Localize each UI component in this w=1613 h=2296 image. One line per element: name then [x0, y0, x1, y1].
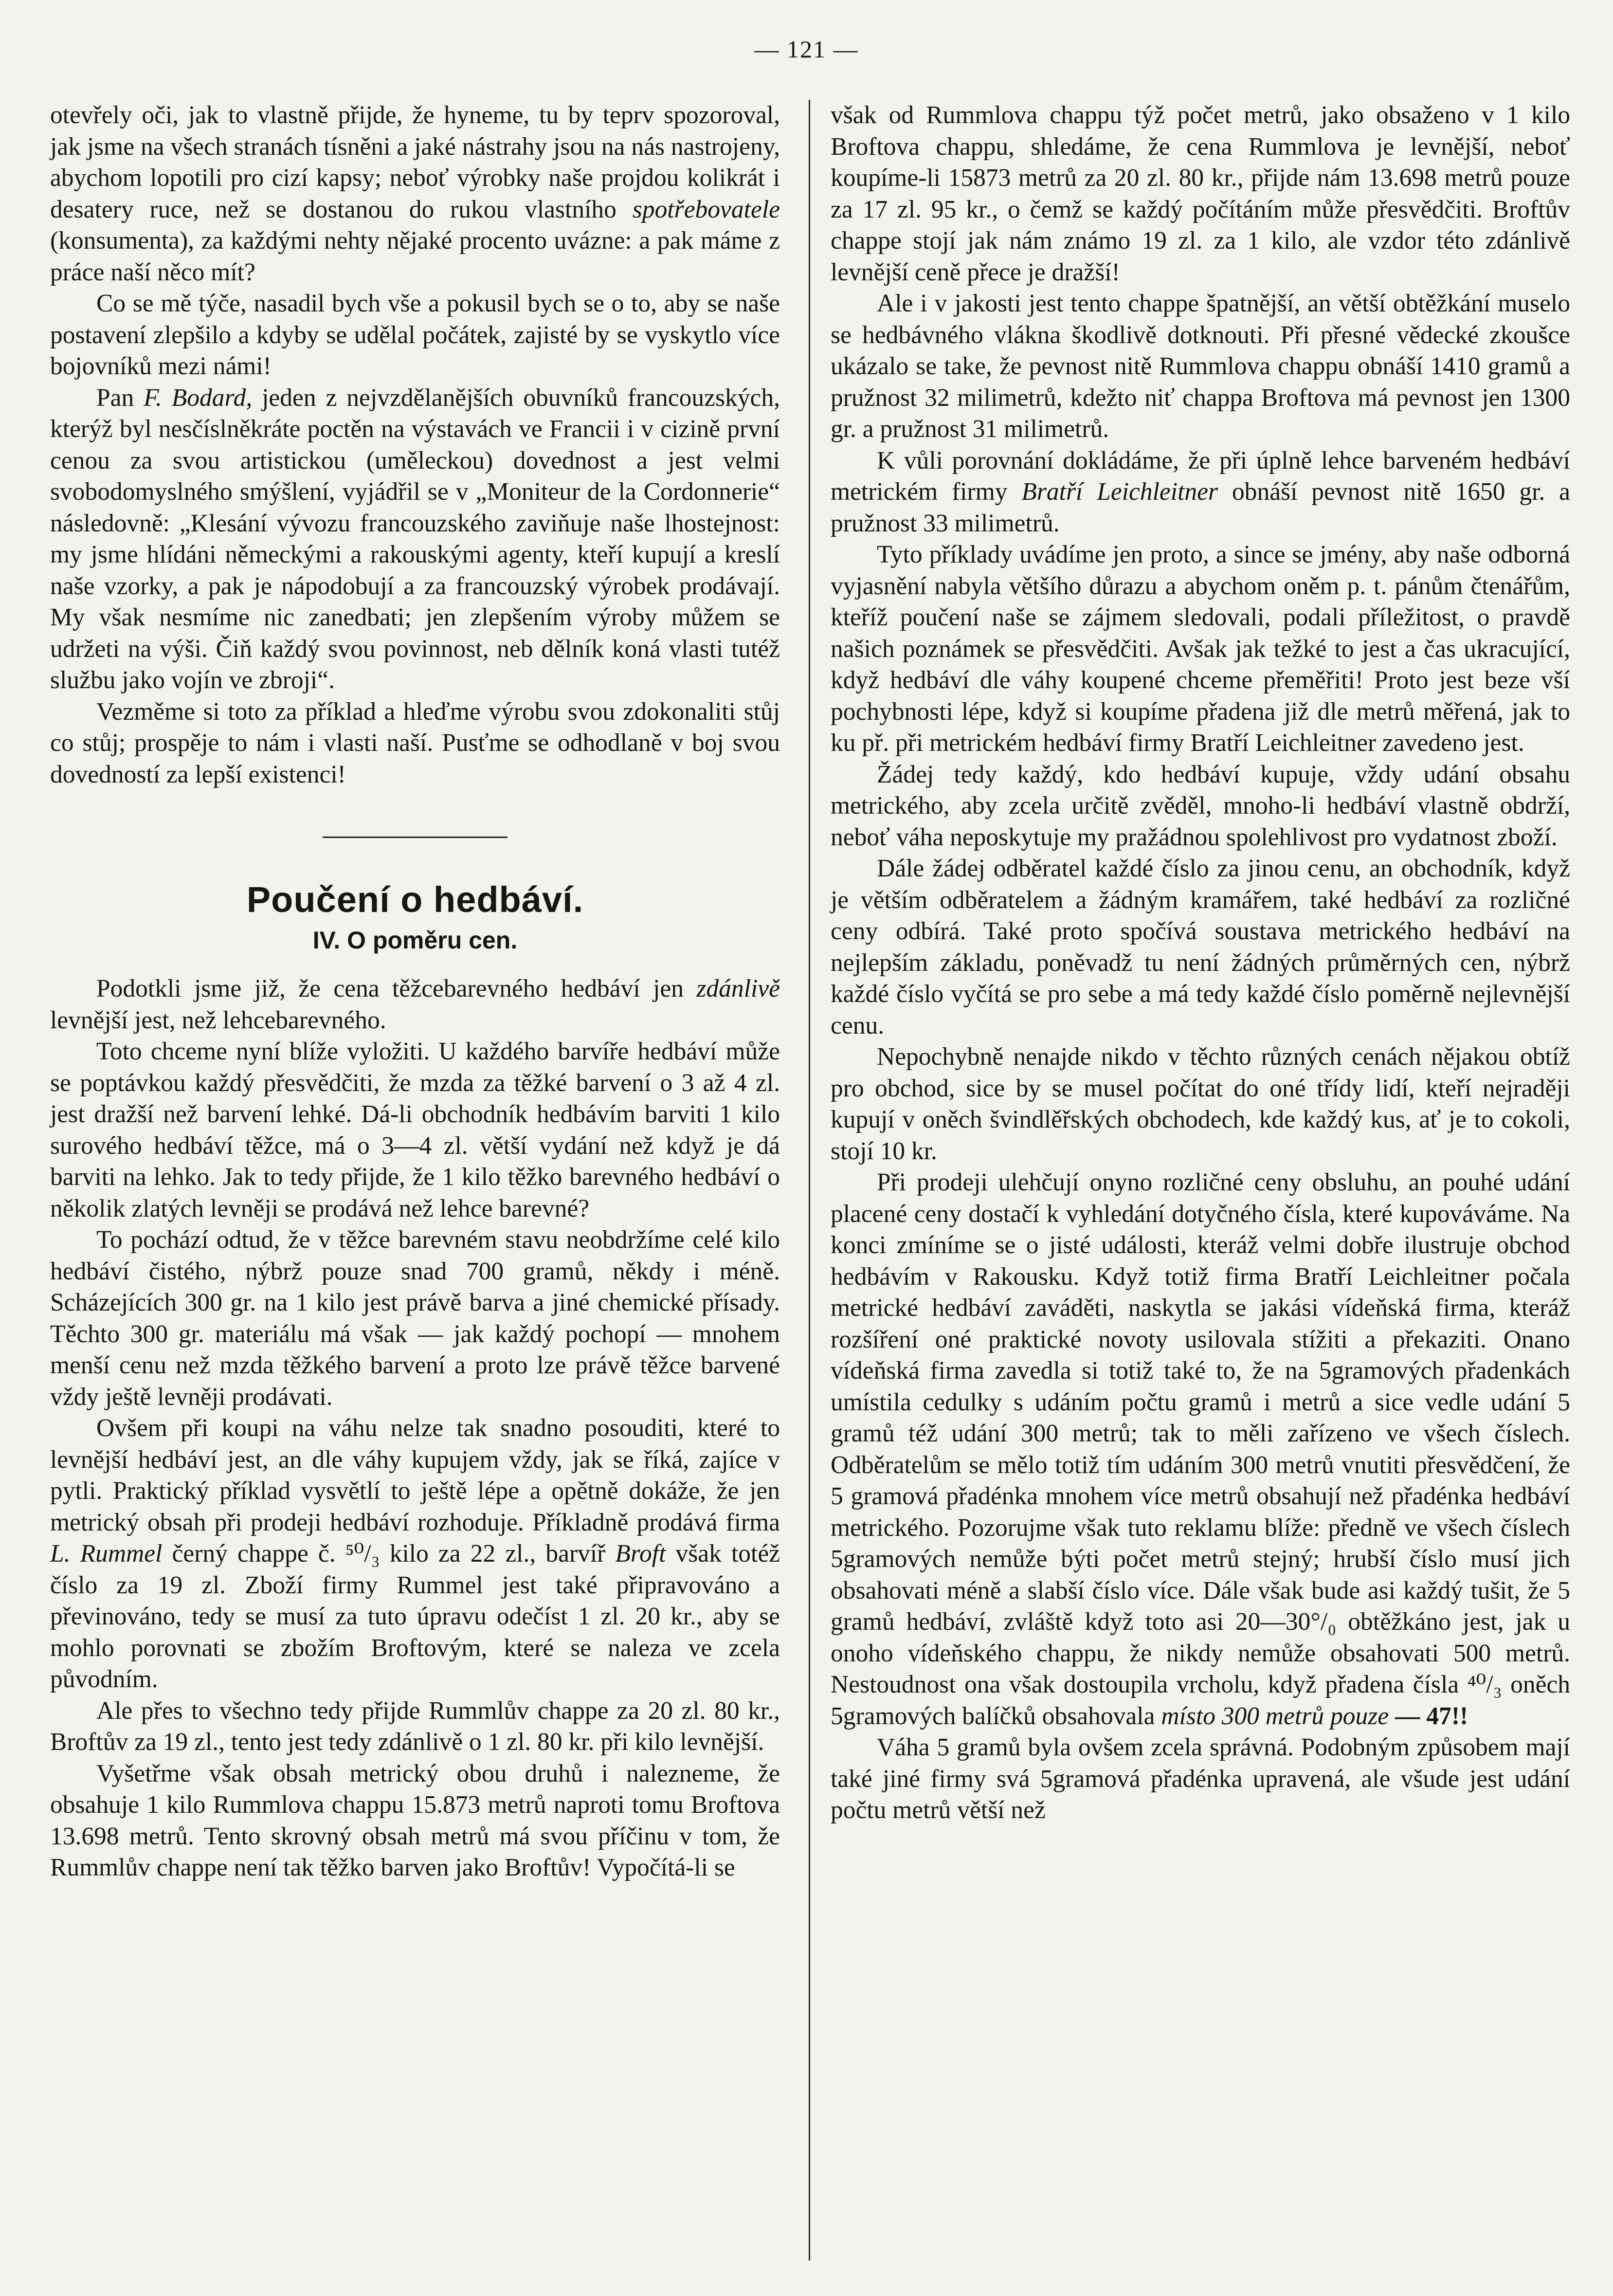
text: Podotkli jsme již, že cena těžcebarevného hedbáví jen [96, 975, 684, 1002]
paragraph: Tyto příklady uvádíme jen proto, a since se jmény, aby naše odborná vyjasnění nabyla většího důrazu a abychom oněm p. t. pánům čtenářům, kteříž poučení naše se zájmem sledovali, podali příležitost, o pravdě našich poznámek se přesvědčiti. Avšak jak težké to jest a čas ukracující, když hedbáví dle váhy koupené chceme přeměřiti! Proto jest beze vší pochybnosti lépe, když si koupíme přadena již dle metrů měřená, jak to ku př. při metrickém hedbáví firmy Bratří Leichleitner zavedeno jest. [831, 541, 1570, 757]
emphasis: místo 300 metrů pouze [1161, 1702, 1389, 1730]
article-heading: Poučení o hedbáví. [246, 879, 584, 920]
paragraph: Žádej tedy každý, kdo hedbáví kupuje, vždy udání obsahu metrického, aby zcela určitě zvěděl, mnoho-li hedbáví vlastně obdrží, neboť váha neposkytuje my pražádnou spolehlivost pro vydatnost zboží. [831, 760, 1570, 851]
right-column [831, 100, 1570, 1826]
emphasis: spotřebovatele [632, 195, 780, 223]
paragraph: Dále žádej odběratel každé číslo za jinou cenu, an obchodník, když je větším odběratelem a žádným kramářem, také hedbáví za rozličné ceny odbírá. Také proto spočívá soustava metrického hedbáví na nejlepším základu, poněvadž tu není žádných průměrných cen, nýbrž každé číslo vyčítá se pro sebe a má tedy každé číslo poměrně nejlevnější cenu. [831, 855, 1570, 1039]
text: Při prodeji ulehčují onyno rozličné ceny obsluhu, an pouhé udání placené ceny dostačí k vyhledání dotyčného čísla, které kupováváme. Na konci zmíníme se o jisté události, kteráž velmi dobře ilustruje obchod hedbávím v Rakousku. Když totiž firma Bratří Leichleitner počala metrické hedbáví zaváděti, naskytla se jakási vídeňská firma, kteráž rozšíření oné praktické novoty usilovala stížiti a překaziti. Onano vídeňská firma zavedla si totiž také to, že na 5gramových přadenkách umístila cedulky s udáním počtu gramů i metrů a sice vedle udání 5 gramů též udání 300 metrů; tak to měli zařízeno ve všech číslech. Odběratelům se mělo totiž tím udáním 300 metrů vnutiti přesvědčení, že 5 gramová přadénka mnohem více metrů obsahují než přadénka hedbáví metrického. Pozorujme však tuto reklamu blíže: předně ve všech číslech 5gramových nemůže býti počet metrů stejný; hrubší číslo musí jich obsahovati méně a slabší číslo více. Dále však bude asi každý tušit, že 5 gramů hedbáví, zvláště když toto asi 20—30°/₀ obtěžkáno jest, jak u onoho vídeňského chappu, že nikdy nemůže obsahovati 500 metrů. Nestoudnost ona však dostoupila vrcholu, když přadena čísla [831, 1168, 1570, 1698]
text: Ovšem při koupi na váhu nelze tak snadno posouditi, které to levnější hedbáví jest, an dle váhy kupujem vždy, jak se říká, zajíce v pytli. Praktický příklad vysvětlí to ještě lépe a opětně dokáže, že jen metrický obsah při prodeji hedbáví rozhoduje. Příkladně prodává firma [50, 1414, 780, 1536]
text: Pan [96, 383, 134, 412]
emphasis: F. Bodard, [144, 383, 253, 412]
paragraph: To pochází odtud, že v těžce barevném stavu neobdržíme celé kilo hedbáví čistého, nýbrž pouze snad 700 gramů, někdy i méně. Scházejících 300 gr. na 1 kilo jest právě barva a jiné chemické přísady. Těchto 300 gr. materiálu má však — jak každý pochopí — mnohem menší cenu než mzda těžkého barvení a proto lze právě těžce barvené vždy ještě levněji prodávati. [50, 1226, 780, 1411]
text: oněch 5gramových balíčků obsahovala [831, 1671, 1571, 1730]
text: (konsumenta), za každými nehty nějaké procento uvázne: a pak máme z práce naší něco mít? [50, 227, 780, 286]
emphasis: Bratří Leichleitner [1021, 478, 1218, 506]
text: K vůli porovnání dokládáme, že při úplně lehce barveném hedbáví metrickém firmy [831, 446, 1570, 506]
paragraph: Vezměme si toto za příklad a hleďme výrobu svou zdokonaliti stůj co stůj; prospěje to nám i vlasti naší. Pusťme se odhodlaně v boj svou dovedností za lepší existenci! [50, 697, 780, 788]
paragraph: Váha 5 gramů byla ovšem zcela správná. Podobným způsobem mají také jiné firmy svá 5gramová přadénka upravená, ale všude jest udání počtu metrů větší než [831, 1733, 1570, 1824]
paragraph [50, 100, 780, 288]
paragraph [831, 1167, 1570, 1732]
paragraph: Ale i v jakosti jest tento chappe špatnější, an větší obtěžkání muselo se hedbávného vlákna škodlivě dotknouti. Při přesné vědecké zkoušce ukázalo se take, že pevnost nitě Rummlova chappu obnáší 1410 gramů a pružnost 32 milimetrů, kdežto niť chappa Broftova má pevnost jen 1300 gr. a pružnost 31 milimetrů. [831, 290, 1570, 443]
fraction: ⁴⁰/₃ [1467, 1671, 1502, 1698]
paragraph: však od Rummlova chappu týž počet metrů, jako obsaženo v 1 kilo Broftova chappu, shledáme, že cena Rummlova je levnější, neboť koupíme-li 15873 metrů za 20 zl. 80 kr., přijde nám 13.698 metrů pouze za 17 zl. 95 kr., o čemž se každý počítáním může přesvědčiti. Broftův chappe stojí jak nám známo 19 zl. za 1 kilo, ale vzdor této zdánlivě levnější ceně přece je dražší! [831, 101, 1570, 286]
text: otevřely oči, jak to vlastně přijde, že hyneme, tu by teprv spozoroval, jak jsme na všech stranách tísněni a jaké nástrahy jsou na nás nastrojeny, abychom lopotili pro cizí kapsy; neboť výrobky naše projdou kolikrát i desatery ruce, než se dostanou do rukou vlastního [50, 101, 780, 223]
text: kilo za 22 zl., barvíř [389, 1540, 606, 1567]
fraction: ⁵⁰/₃ [345, 1540, 380, 1567]
page-number: — 121 — [754, 36, 859, 63]
text: černý chappe č. [172, 1540, 336, 1567]
paragraph: Nepochybně nenajde nikdo v těchto různých cenách nějakou obtíž pro obchod, sice by se musel počítat do oné třídy lidí, kteří nejraději kupují v oněch švindlěřských obchodech, kde každý kus, ať je to cokoli, stojí 10 kr. [831, 1043, 1570, 1165]
text: jeden z nejvzdělanějších obuvníků francouzských, kterýž byl nesčíslněkráte poctěn na výstavách ve Francii i v cizině první cenou za svou artistickou (uměleckou) dovednost a jest velmi svobodomyslného smýšlení, vyjádřil se v „Moniteur de la Cordonnerie“ následovně: „Klesání vývozu francouzského zaviňuje naše lhostejnost: my jsme hlídáni německými a rakouskými agenty, kteří kupují a kreslí naše vzorky, a pak je nápodobují a za francouzský výrobek prodávají. My však nesmíme nic zanedbati; jen zlepšením výroby můžem se udržeti na výši. Čiň každý svou povinnost, neb dělník koná vlasti tutéž službu jako vojín ve zbroji“. [50, 383, 780, 694]
paragraph: Ale přes to všechno tedy přijde Rummlův chappe za 20 zl. 80 kr., Broftův za 19 zl., tento jest tedy zdánlivě o 1 zl. 80 kr. při kilo levnější. [50, 1696, 780, 1756]
emphasis: L. Rummel [50, 1540, 163, 1567]
paragraph [50, 973, 780, 1036]
paragraph [831, 445, 1570, 540]
column-divider [809, 100, 810, 2260]
emphasis: Broft [615, 1540, 666, 1567]
article-subheading: IV. O poměru cen. [312, 926, 518, 954]
left-column [50, 100, 780, 1884]
paragraph: Co se mě týče, nasadil bych vše a pokusil bych se o to, aby se naše postavení zlepšilo a kdyby se udělal počátek, zajisté by se vyskytlo více bojovníků mezi námi! [50, 290, 780, 380]
text: však totéž číslo za 19 zl. Zboží firmy Rummel jest také připravováno a převinováno, tedy se musí za tuto úpravu odečíst 1 zl. 20 kr., aby se mohlo porovnati se zbožím Broftovým, které se naleza ve zcela původním. [50, 1540, 780, 1693]
emphasis: zdánlivě [696, 975, 780, 1002]
text: levnější jest, než lehcebarevného. [50, 1006, 386, 1034]
paragraph: Vyšetřme však obsah metrický obou druhů i nalezneme, že obsahuje 1 kilo Rummlova chappu 15.873 metrů naproti tomu Broftova 13.698 metrů. Tento skrovný obsah metrů má svou příčinu v tom, že Rummlův chappe není tak těžko barven jako Broftův! Vypočítá-li se [50, 1759, 780, 1881]
paragraph [50, 1413, 780, 1695]
text: — 47!! [1395, 1702, 1468, 1730]
text: obnáší pevnost nitě 1650 gr. a pružnost 33 milimetrů. [831, 478, 1571, 537]
section-separator [323, 837, 507, 838]
paragraph [50, 383, 780, 696]
paragraph: Toto chceme nyní blíže vyložiti. U každého barvíře hedbáví může se poptávkou každý přesvědčiti, že mzda za těžké barvení o 3 až 4 zl. jest dražší než barvení lehké. Dá-li obchodník hedbávím barviti 1 kilo surového hedbáví těžce, má o 3—4 zl. větší vydání než když je dá barviti na lehko. Jak to tedy přijde, že 1 kilo těžko barevného hedbáví o několik zlatých levněji se prodává než lehce barevné? [50, 1038, 780, 1222]
